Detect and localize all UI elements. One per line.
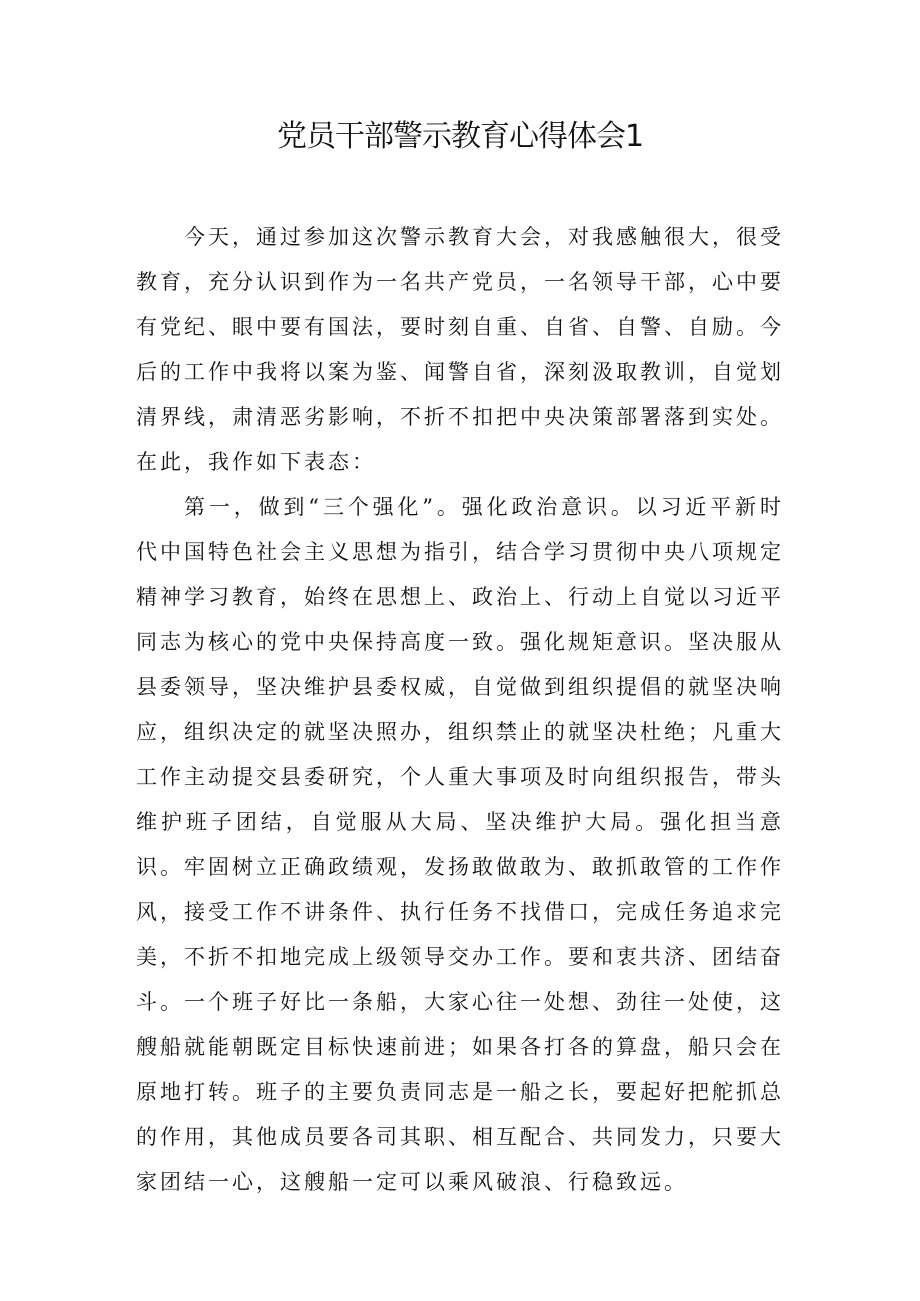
paragraph-intro: 今天，通过参加这次警示教育大会，对我感触很大，很受教育，充分认识到作为一名共产党员，一名领导干部，心中要有党纪、眼中要有国法，要时刻自重、自省、自警、自励。今后的工作中我将以案为鉴、闻警自省，深刻汲取教训，自觉划清界线，肃清恶劣影响，不折不扣把中央决策部署落到实处。在此，我作如下表态： bbox=[136, 225, 784, 474]
paragraph-first-point: 第一，做到“三个强化”。强化政治意识。以习近平新时代中国特色社会主义思想为指引，结合学习贯彻中央八项规定精神学习教育，始终在思想上、政治上、行动上自觉以习近平同志为核心的党中央保持高度一致。强化规矩意识。坚决服从县委领导，坚决维护县委权威，自觉做到组织提倡的就坚决响应，组织决定的就坚决照办，组织禁止的就坚决杜绝；凡重大工作主动提交县委研究，个人重大事项及时向组织报告，带头维护班子团结，自觉服从大局、坚决维护大局。强化担当意识。牢固树立正确政绩观，发扬敢做敢为、敢抓敢管的工作作风，接受工作不讲条件、执行任务不找借口，完成任务追求完美，不折不扣地完成上级领导交办工作。要和衷共济、团结奋斗。一个班子好比一条船，大家心往一处想、劲往一处使，这艘船就能朝既定目标快速前进；如果各打各的算盘，船只会在原地打转。班子的主要负责同志是一船之长，要起好把舵抓总的作用，其他成员要各司其职、相互配合、共同发力，只要大家团结一心，这艘船一定可以乘风破浪、行稳致远。 bbox=[136, 495, 784, 1194]
document-title: 党员干部警示教育心得体会1 bbox=[276, 119, 644, 154]
document-body bbox=[136, 215, 784, 1205]
